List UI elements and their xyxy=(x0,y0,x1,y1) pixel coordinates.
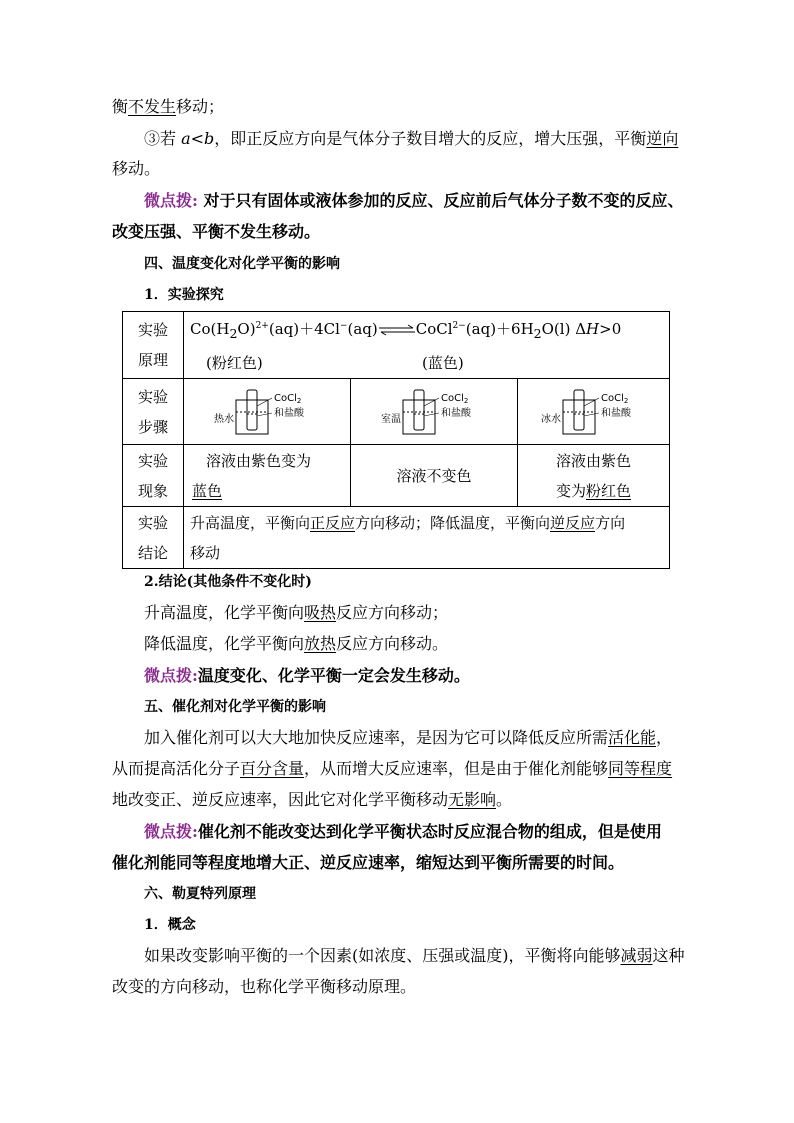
hint-line: 催化剂能同等程度地增大正、逆反应速率，缩短达到平衡所需要的时间。 xyxy=(112,853,625,872)
svg-text:室温: 室温 xyxy=(381,413,401,425)
beaker-apparatus-icon xyxy=(539,386,649,438)
text-line: 地改变正、逆反应速率，因此它对化学平衡移动无影响。 xyxy=(112,790,513,809)
svg-text:CoCl2: CoCl$_2$ xyxy=(274,392,302,405)
color-label: (粉红色) xyxy=(206,354,263,372)
svg-text:热水: 热水 xyxy=(214,413,234,425)
row-label: 实验 步骤 xyxy=(123,379,184,445)
svg-text:和盐酸: 和盐酸 xyxy=(600,407,631,419)
text-line: 改变的方向移动，也称化学平衡移动原理。 xyxy=(112,977,417,996)
hint-line: 微点拨: 对于只有固体或液体参加的反应、反应前后气体分子数不变的反应、 xyxy=(144,191,684,210)
text-line: 衡不发生移动； xyxy=(112,97,225,116)
text-line: 从而提高活化分子百分含量，从而增大反应速率，但是由于催化剂能够同等程度 xyxy=(112,759,673,778)
hint-label: 微点拨: xyxy=(144,666,198,685)
subsection-heading: 1．实验探究 xyxy=(144,287,224,303)
svg-text:和盐酸: 和盐酸 xyxy=(441,407,471,419)
section-heading: 六、勒夏特列原理 xyxy=(144,886,256,902)
observation-cell: 溶液由紫色 变为粉红色 xyxy=(518,445,670,507)
step-cell xyxy=(518,379,670,445)
row-label: 实验 现象 xyxy=(123,445,184,507)
step-cell xyxy=(351,379,518,445)
text-line: 降低温度，化学平衡向放热反应方向移动。 xyxy=(144,634,449,653)
section-heading: 四、温度变化对化学平衡的影响 xyxy=(144,256,340,272)
reaction-equation: $Co(H_2O)^{2+}(aq)+4Cl^-(aq)$ $CoCl^{2-}(aq)+6H_2O(l)$ ΔH>0 xyxy=(190,320,622,341)
step-cell xyxy=(184,379,351,445)
subsection-heading: 1．概念 xyxy=(144,917,196,933)
conclusion-cell: 升高温度，平衡向正反应方向移动；降低温度，平衡向逆反应方向 移动 xyxy=(184,507,670,569)
svg-text:冰水: 冰水 xyxy=(540,413,561,425)
svg-text:CoCl2: CoCl$_2$ xyxy=(600,392,628,405)
table-row xyxy=(123,379,670,445)
row-label: 实验 结论 xyxy=(123,507,184,569)
text-line: 如果改变影响平衡的一个因素(如浓度、压强或温度)，平衡将向能够减弱这种 xyxy=(144,946,685,965)
reaction-cell xyxy=(184,312,670,379)
hint-line: 微点拨:温度变化、化学平衡一定会发生移动。 xyxy=(144,666,470,685)
table-row xyxy=(123,312,670,379)
equilibrium-arrow-icon xyxy=(378,324,416,336)
hint-line: 微点拨:催化剂不能改变达到化学平衡状态时反应混合物的组成，但是使用 xyxy=(144,822,662,841)
section-heading: 五、催化剂对化学平衡的影响 xyxy=(144,699,326,715)
text-line: 移动。 xyxy=(112,159,161,178)
text-line: 加入催化剂可以大大地加快反应速率，是因为它可以降低反应所需活化能， xyxy=(144,728,673,747)
hint-label: 微点拨: xyxy=(144,822,198,841)
hint-line: 改变压强、平衡不发生移动。 xyxy=(112,222,321,241)
row-label: 实验 原理 xyxy=(123,312,184,379)
svg-text:和盐酸: 和盐酸 xyxy=(274,407,304,419)
text-line: 升高温度，化学平衡向吸热反应方向移动； xyxy=(144,603,449,622)
subsection-heading: 2.结论(其他条件不变化时) xyxy=(144,574,312,590)
beaker-apparatus-icon xyxy=(212,386,322,438)
table-row xyxy=(123,507,670,569)
hint-label: 微点拨: xyxy=(144,191,198,210)
beaker-apparatus-icon xyxy=(379,386,489,438)
experiment-table xyxy=(122,311,670,569)
color-label: (蓝色) xyxy=(422,354,464,372)
svg-text:CoCl2: CoCl$_2$ xyxy=(441,392,469,405)
observation-cell: 溶液由紫色变为 蓝色 xyxy=(184,445,351,507)
observation-cell: 溶液不变色 xyxy=(351,445,518,507)
table-row xyxy=(123,445,670,507)
text-line: ③若 a<b，即正反应方向是气体分子数目增大的反应，增大压强，平衡逆向 xyxy=(144,129,679,148)
